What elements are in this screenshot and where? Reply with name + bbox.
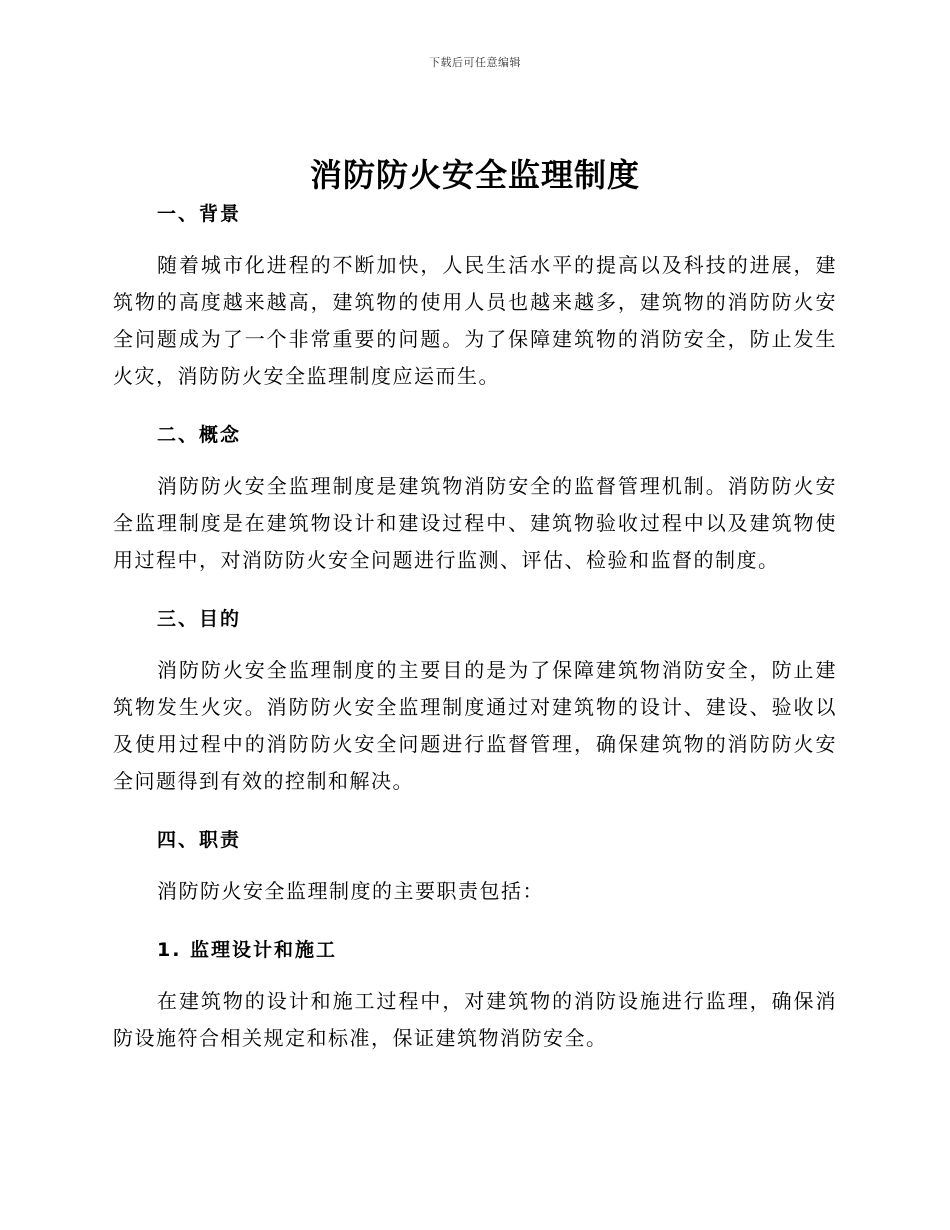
subsection-paragraph-supervise-design: 在建筑物的设计和施工过程中，对建筑物的消防设施进行监理，确保消防设施符合相关规定和标准，保证建筑物消防安全。 [113,989,837,1050]
section-paragraph-concept: 消防防火安全监理制度是建筑物消防安全的监督管理机制。消防防火安全监理制度是在建筑物设计和建设过程中、建筑物验收过程中以及建筑物使用过程中，对消防防火安全问题进行监测、评估、检验和监督的制度。 [113,474,837,572]
section-paragraph-duties: 消防防火安全监理制度的主要职责包括： [157,879,544,903]
section-heading-concept: 二、概念 [157,424,242,446]
document-title: 消防防火安全监理制度 [309,156,640,194]
document-body [113,198,837,1057]
header-note: 下载后可任意编辑 [429,56,521,69]
section-heading-duties: 四、职责 [157,829,242,851]
section-heading-purpose: 三、目的 [157,608,242,630]
section-paragraph-background: 随着城市化进程的不断加快，人民生活水平的提高以及科技的进展，建筑物的高度越来越高，建筑物的使用人员也越来越多，建筑物的消防防火安全问题成为了一个非常重要的问题。为了保障建筑物的消防安全，防止发生火灾，消防防火安全监理制度应运而生。 [113,253,837,388]
section-paragraph-purpose: 消防防火安全监理制度的主要目的是为了保障建筑物消防安全，防止建筑物发生火灾。消防防火安全监理制度通过对建筑物的设计、建设、验收以及使用过程中的消防防火安全问题进行监督管理，确保建筑物的消防防火安全问题得到有效的控制和解决。 [113,658,837,793]
section-heading-background: 一、背景 [157,203,242,225]
subsection-heading-supervise-design: 1. 监理设计和施工 [157,939,338,961]
